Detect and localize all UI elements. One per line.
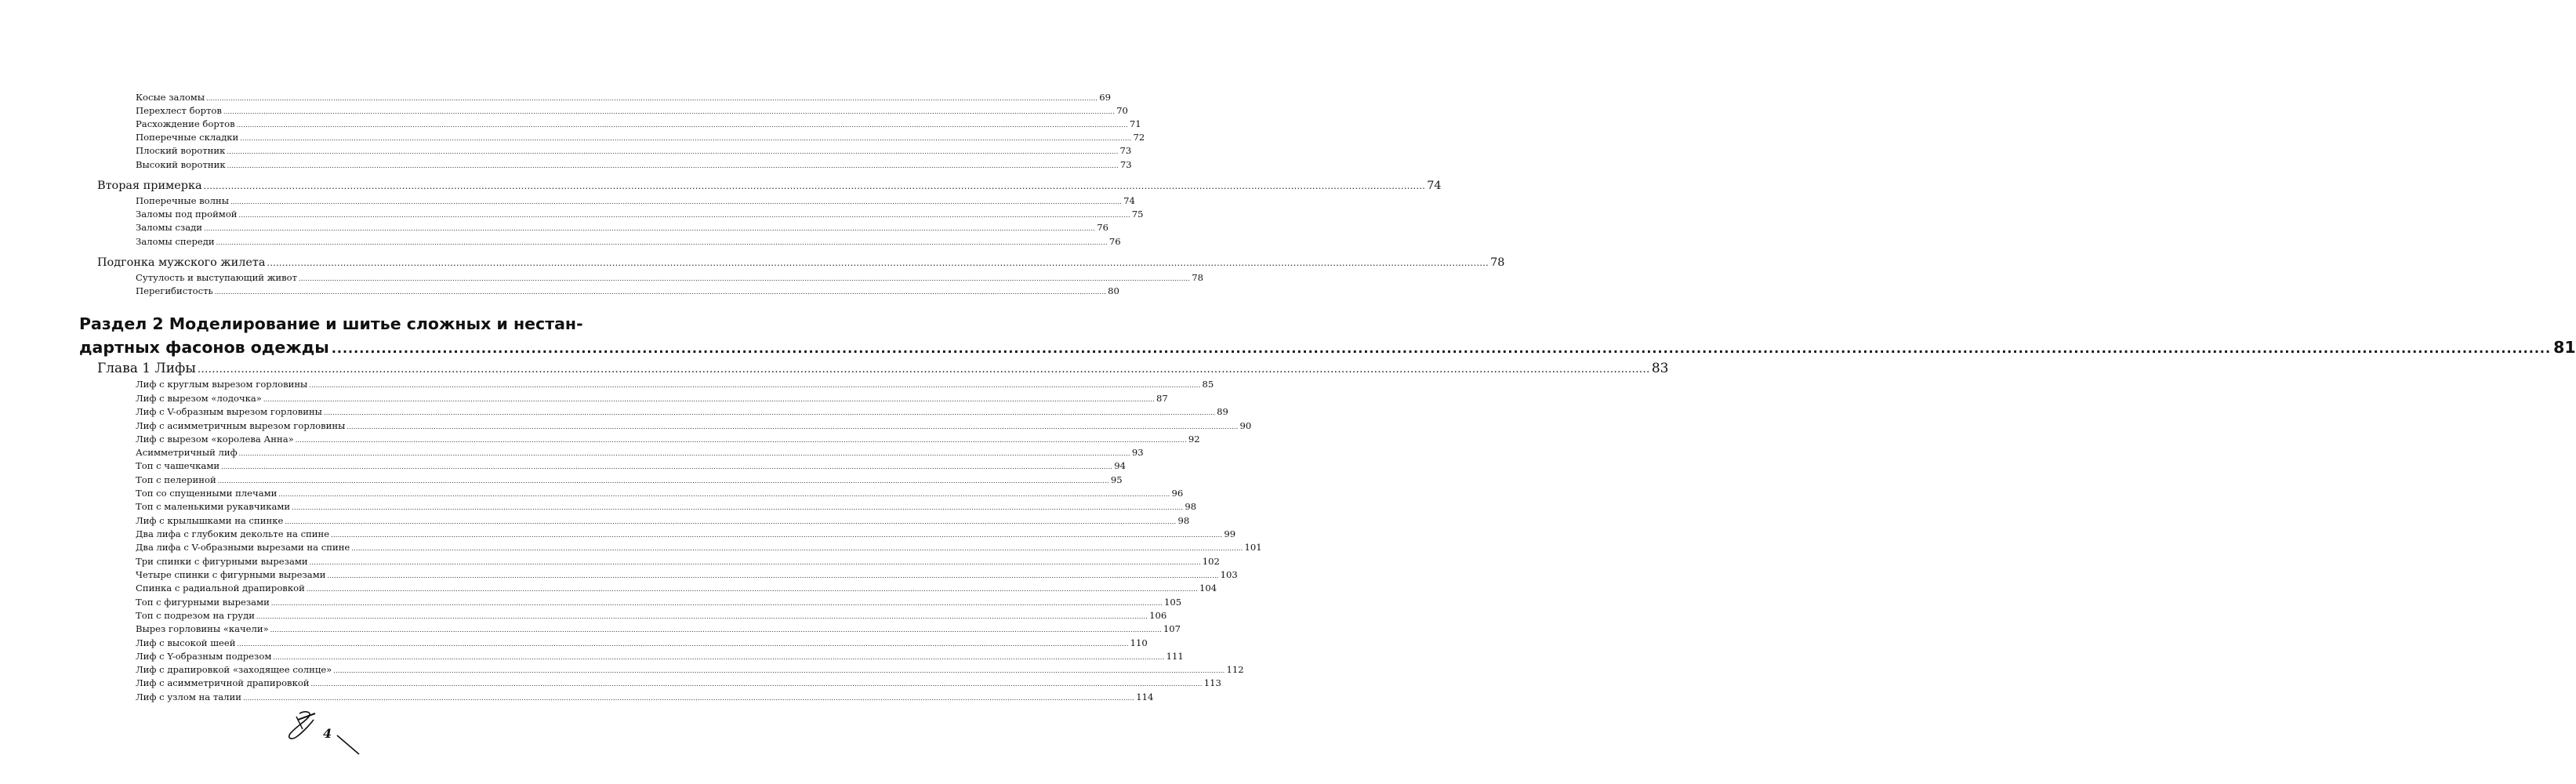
toc-subsection bbox=[97, 256, 1505, 269]
toc-leader: ................................................................................................................................................................................................................................................................................................................................................................................................................ bbox=[217, 477, 1109, 485]
toc-leader: ................................................................................................................................................................................................................................................................................................................................................................................................................ bbox=[221, 463, 1113, 470]
toc-entry bbox=[136, 379, 1214, 390]
toc-entry-page: 74 bbox=[1123, 195, 1135, 206]
toc-leader: ................................................................................................................................................................................................................................................................................................................................................................................................................ bbox=[243, 695, 1135, 702]
toc-leader: ................................................................................................................................................................................................................................................................................................................................................................................................................ bbox=[323, 409, 1216, 416]
section-heading-line2-row bbox=[79, 336, 2576, 361]
toc-leader: ................................................................................................................................................................................................................................................................................................................................................................................................................ bbox=[206, 95, 1098, 102]
toc-chapter-page: 83 bbox=[1651, 361, 1669, 376]
toc-leader: ................................................................................................................................................................................................................................................................................................................................................................................................................ bbox=[299, 275, 1191, 282]
toc-entry-page: 105 bbox=[1164, 597, 1182, 608]
toc-entry-title: Лиф с вырезом «королева Анна» bbox=[136, 434, 294, 445]
toc-entry-title: Три спинки с фигурными вырезами bbox=[136, 556, 308, 567]
toc-entry-page: 96 bbox=[1171, 488, 1184, 499]
toc-leader: ................................................................................................................................................................................................................................................................................................................................................................................................................ bbox=[270, 600, 1163, 607]
toc-entry-title: Заломы под проймой bbox=[136, 209, 238, 220]
toc-entry-title: Заломы спереди bbox=[136, 236, 215, 247]
toc-entry-title: Лиф с драпировкой «заходящее солнце» bbox=[136, 664, 332, 675]
toc-entry bbox=[136, 610, 1167, 621]
toc-entry-page: 98 bbox=[1177, 515, 1190, 526]
toc-leader: ................................................................................................................................................................................................................................................................................................................................................................................................................ bbox=[306, 586, 1198, 593]
toc-entry-page: 112 bbox=[1226, 664, 1244, 675]
toc-leader: ................................................................................................................................................................................................................................................................................................................................................................................................................ bbox=[310, 681, 1203, 688]
toc-leader: ................................................................................................................................................................................................................................................................................................................................................................................................................ bbox=[236, 122, 1128, 129]
toc-leader: ................................................................................................................................................................................................................................................................................................................................................................................................................ bbox=[273, 654, 1165, 661]
toc-chapter bbox=[97, 361, 1669, 376]
toc-entry bbox=[136, 542, 1262, 553]
toc-entry bbox=[136, 159, 1132, 170]
toc-entry-title: Топ с чашечками bbox=[136, 460, 220, 471]
toc-entry-title: Лиф с крылышками на спинке bbox=[136, 515, 284, 526]
toc-leader: ................................................................................................................................................................................................................................................................................................................................................................................................................ bbox=[267, 258, 1489, 268]
toc-entry-title: Лиф с асимметричным вырезом горловины bbox=[136, 420, 346, 431]
toc-leader: ................................................................................................................................................................................................................................................................................................................................................................................................................ bbox=[285, 518, 1177, 525]
toc-entry-page: 87 bbox=[1156, 393, 1168, 404]
toc-subsection bbox=[97, 180, 1442, 192]
toc-entry bbox=[136, 285, 1119, 296]
toc-entry bbox=[136, 691, 1154, 702]
toc-leader: ................................................................................................................................................................................................................................................................................................................................................................................................................ bbox=[327, 572, 1219, 579]
toc-leader: ................................................................................................................................................................................................................................................................................................................................................................................................................ bbox=[256, 613, 1148, 620]
toc-entry-page: 103 bbox=[1220, 569, 1238, 580]
section-heading-line2: дартных фасонов одежды bbox=[79, 338, 329, 357]
toc-leader: ................................................................................................................................................................................................................................................................................................................................................................................................................ bbox=[203, 181, 1426, 191]
toc-subsection-title: Вторая примерка bbox=[97, 180, 202, 192]
toc-entry-page: 111 bbox=[1166, 651, 1184, 662]
toc-entry-page: 107 bbox=[1163, 623, 1181, 634]
toc-entry-page: 101 bbox=[1244, 542, 1262, 553]
toc-entry bbox=[136, 434, 1200, 445]
toc-entry-page: 92 bbox=[1188, 434, 1200, 445]
toc-leader: ................................................................................................................................................................................................................................................................................................................................................................................................................ bbox=[278, 491, 1170, 498]
toc-leader: ................................................................................................................................................................................................................................................................................................................................................................................................................ bbox=[240, 135, 1132, 142]
toc-leader: ................................................................................................................................................................................................................................................................................................................................................................................................................ bbox=[216, 239, 1108, 246]
toc-entry-title: Два лифа с глубоким декольте на спине bbox=[136, 528, 330, 539]
toc-entry-page: 99 bbox=[1224, 528, 1236, 539]
page-number: 4 bbox=[323, 726, 332, 741]
toc-entry-title: Высокий воротник bbox=[136, 159, 226, 170]
toc-entry bbox=[136, 460, 1127, 471]
section-heading bbox=[79, 312, 2576, 361]
toc-entry-page: 75 bbox=[1131, 209, 1144, 220]
toc-entry bbox=[136, 272, 1203, 283]
toc-entry-title: Лиф с узлом на талии bbox=[136, 691, 242, 702]
toc-leader: ................................................................................................................................................................................................................................................................................................................................................................................................................ bbox=[227, 162, 1119, 169]
toc-entry-title: Лиф с круглым вырезом горловины bbox=[136, 379, 308, 390]
toc-entry bbox=[136, 597, 1182, 608]
toc-leader: ................................................................................................................................................................................................................................................................................................................................................................................................................ bbox=[270, 626, 1162, 633]
toc-entry bbox=[136, 677, 1221, 688]
toc-entry bbox=[136, 623, 1181, 634]
toc-subsection-page: 78 bbox=[1490, 256, 1505, 269]
toc-entry-page: 89 bbox=[1217, 406, 1228, 417]
toc-entry bbox=[136, 583, 1217, 593]
toc-entry bbox=[136, 637, 1148, 648]
toc-entry bbox=[136, 664, 1244, 675]
toc-leader: ................................................................................................................................................................................................................................................................................................................................................................................................................ bbox=[331, 532, 1223, 539]
toc-entry-page: 85 bbox=[1202, 379, 1214, 390]
toc-entry bbox=[136, 474, 1123, 485]
toc-entry bbox=[136, 515, 1190, 526]
toc-entry-page: 93 bbox=[1131, 447, 1144, 458]
toc-entry-title: Спинка с радиальной драпировкой bbox=[136, 583, 305, 593]
toc-entry bbox=[136, 556, 1220, 567]
section-heading-page: 81 bbox=[2553, 338, 2576, 357]
toc-entry bbox=[136, 209, 1144, 220]
toc-leader: ................................................................................................................................................................................................................................................................................................................................................................................................................ bbox=[238, 212, 1130, 219]
toc-entry-page: 104 bbox=[1199, 583, 1217, 593]
toc-entry-title: Сутулость и выступающий живот bbox=[136, 272, 298, 283]
toc-entry-title: Плоский воротник bbox=[136, 145, 226, 156]
toc-entry-page: 69 bbox=[1099, 92, 1111, 103]
toc-entry-title: Топ с подрезом на груди bbox=[136, 610, 255, 621]
toc-entry-page: 113 bbox=[1203, 677, 1221, 688]
toc-entry-title: Четыре спинки с фигурными вырезами bbox=[136, 569, 326, 580]
toc-entry-page: 76 bbox=[1097, 222, 1108, 233]
toc-leader: ................................................................................................................................................................................................................................................................................................................................................................................................................ bbox=[238, 450, 1130, 457]
toc-entry-title: Поперечные волны bbox=[136, 195, 229, 206]
toc-entry-page: 106 bbox=[1149, 610, 1167, 621]
toc-entry-title: Топ с фигурными вырезами bbox=[136, 597, 270, 608]
toc-entry-page: 70 bbox=[1116, 105, 1128, 116]
toc-entry-title: Топ с маленькими рукавчиками bbox=[136, 501, 291, 512]
toc-entry bbox=[136, 222, 1108, 233]
toc-entry-title: Топ с пелериной bbox=[136, 474, 216, 485]
toc-entry bbox=[136, 195, 1135, 206]
toc-entry-page: 72 bbox=[1133, 132, 1145, 143]
toc-entry-page: 94 bbox=[1114, 460, 1127, 471]
toc-entry-title: Лиф с высокой шеей bbox=[136, 637, 236, 648]
toc-entry-page: 73 bbox=[1119, 145, 1132, 156]
toc-chapter-title: Глава 1 Лифы bbox=[97, 361, 196, 376]
toc-entry bbox=[136, 105, 1128, 116]
toc-entry bbox=[136, 145, 1132, 156]
toc-entry bbox=[136, 569, 1238, 580]
toc-entry bbox=[136, 118, 1141, 129]
toc-subsection-title: Подгонка мужского жилета bbox=[97, 256, 266, 269]
toc-entry-title: Вырез горловины «качели» bbox=[136, 623, 269, 634]
toc-entry-title: Два лифа с V-образными вырезами на спине bbox=[136, 542, 350, 553]
toc-entry-title: Заломы сзади bbox=[136, 222, 203, 233]
toc-leader: ................................................................................................................................................................................................................................................................................................................................................................................................................ bbox=[237, 641, 1129, 648]
toc-entry bbox=[136, 651, 1184, 662]
toc-leader: ................................................................................................................................................................................................................................................................................................................................................................................................................ bbox=[230, 198, 1123, 205]
toc-leader: ................................................................................................................................................................................................................................................................................................................................................................................................................ bbox=[295, 437, 1187, 444]
toc-leader: ................................................................................................................................................................................................................................................................................................................................................................................................................ bbox=[309, 559, 1201, 566]
toc-entry-title: Лиф с V-образным вырезом горловины bbox=[136, 406, 322, 417]
toc-leader: ................................................................................................................................................................................................................................................................................................................................................................................................................ bbox=[227, 148, 1119, 155]
toc-entry-page: 98 bbox=[1185, 501, 1197, 512]
toc-entry-title: Лиф с вырезом «лодочка» bbox=[136, 393, 262, 404]
toc-entry-title: Лиф с асимметричной драпировкой bbox=[136, 677, 310, 688]
toc-entry bbox=[136, 406, 1228, 417]
toc-entry-page: 95 bbox=[1110, 474, 1123, 485]
toc-entry-title: Расхождение бортов bbox=[136, 118, 235, 129]
toc-leader: ................................................................................................................................................................................................................................................................................................................................................................................................................ bbox=[351, 545, 1243, 552]
toc-entry bbox=[136, 236, 1121, 247]
toc-leader: ................................................................................................................................................................................................................................................................................................................................................................................................................ bbox=[331, 341, 2552, 356]
toc-leader: ................................................................................................................................................................................................................................................................................................................................................................................................................ bbox=[346, 423, 1239, 430]
toc-entry bbox=[136, 420, 1252, 431]
toc-entry-page: 80 bbox=[1108, 285, 1119, 296]
toc-entry-page: 102 bbox=[1202, 556, 1220, 567]
toc-entry-title: Перехлест бортов bbox=[136, 105, 222, 116]
toc-leader: ................................................................................................................................................................................................................................................................................................................................................................................................................ bbox=[292, 504, 1184, 511]
toc-leader: ................................................................................................................................................................................................................................................................................................................................................................................................................ bbox=[309, 382, 1201, 389]
toc-entry-page: 114 bbox=[1136, 691, 1154, 702]
toc-entry-title: Поперечные складки bbox=[136, 132, 239, 143]
toc-leader: ................................................................................................................................................................................................................................................................................................................................................................................................................ bbox=[214, 289, 1107, 296]
toc-entry-title: Перегибистость bbox=[136, 285, 213, 296]
toc-entry-page: 90 bbox=[1239, 420, 1252, 431]
toc-entry-page: 73 bbox=[1119, 159, 1132, 170]
toc-entry-title: Косые заломы bbox=[136, 92, 205, 103]
toc-entry-title: Асимметричный лиф bbox=[136, 447, 238, 458]
toc-leader: ................................................................................................................................................................................................................................................................................................................................................................................................................ bbox=[263, 396, 1156, 403]
toc-leader: ................................................................................................................................................................................................................................................................................................................................................................................................................ bbox=[197, 364, 1650, 376]
toc-entry-page: 76 bbox=[1108, 236, 1121, 247]
toc-entry bbox=[136, 132, 1145, 143]
toc-entry-title: Лиф с Y-образным подрезом bbox=[136, 651, 272, 662]
toc-leader: ................................................................................................................................................................................................................................................................................................................................................................................................................ bbox=[204, 225, 1096, 232]
toc-entry-page: 78 bbox=[1192, 272, 1203, 283]
toc-entry bbox=[136, 447, 1144, 458]
toc-entry bbox=[136, 528, 1236, 539]
toc-subsection-page: 74 bbox=[1427, 180, 1442, 192]
toc-entry bbox=[136, 488, 1184, 499]
toc-entry bbox=[136, 92, 1111, 103]
toc-entry-page: 110 bbox=[1130, 637, 1148, 648]
toc-entry-page: 71 bbox=[1129, 118, 1141, 129]
toc-entry-title: Топ со спущенными плечами bbox=[136, 488, 278, 499]
section-heading-line1: Раздел 2 Моделирование и шитье сложных и нестан- bbox=[79, 314, 583, 333]
toc-leader: ................................................................................................................................................................................................................................................................................................................................................................................................................ bbox=[333, 667, 1225, 674]
toc-entry bbox=[136, 501, 1197, 512]
toc-leader: ................................................................................................................................................................................................................................................................................................................................................................................................................ bbox=[223, 108, 1116, 115]
toc-entry bbox=[136, 393, 1168, 404]
